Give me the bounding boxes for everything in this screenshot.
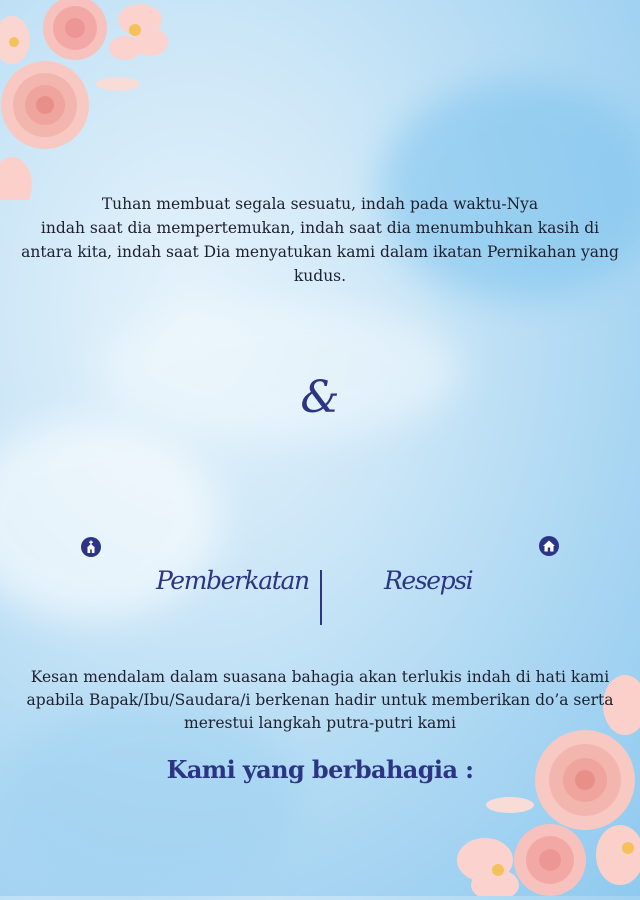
closing-heading: Kami yang berbahagia : (166, 755, 474, 784)
verse-line: indah saat dia mempertemukan, indah saat dia menumbuhkan kasih di (40, 219, 600, 237)
opening-verse (20, 192, 620, 288)
verse-line: kudus. (293, 267, 347, 285)
message-line: Kesan mendalam dalam suasana bahagia akan terlukis indah di hati kami (30, 668, 610, 686)
event-divider (320, 570, 322, 625)
verse-line: antara kita, indah saat Dia menyatukan kami dalam ikatan Pernikahan yang (21, 243, 619, 261)
message-line: merestui langkah putra-putri kami (184, 714, 456, 732)
reception-title: Resepsi (384, 566, 473, 595)
flower-decoration-top-left (0, 0, 180, 200)
ceremony-title: Pemberkatan (156, 566, 309, 595)
verse-line: Tuhan membuat segala sesuatu, indah pada waktu-Nya (101, 195, 539, 213)
ampersand: & (300, 372, 340, 423)
church-icon (81, 537, 101, 557)
home-icon (539, 536, 559, 556)
invitation-message (20, 666, 620, 735)
message-line: apabila Bapak/Ibu/Saudara/i berkenan hadir untuk memberikan do’a serta (26, 691, 614, 709)
